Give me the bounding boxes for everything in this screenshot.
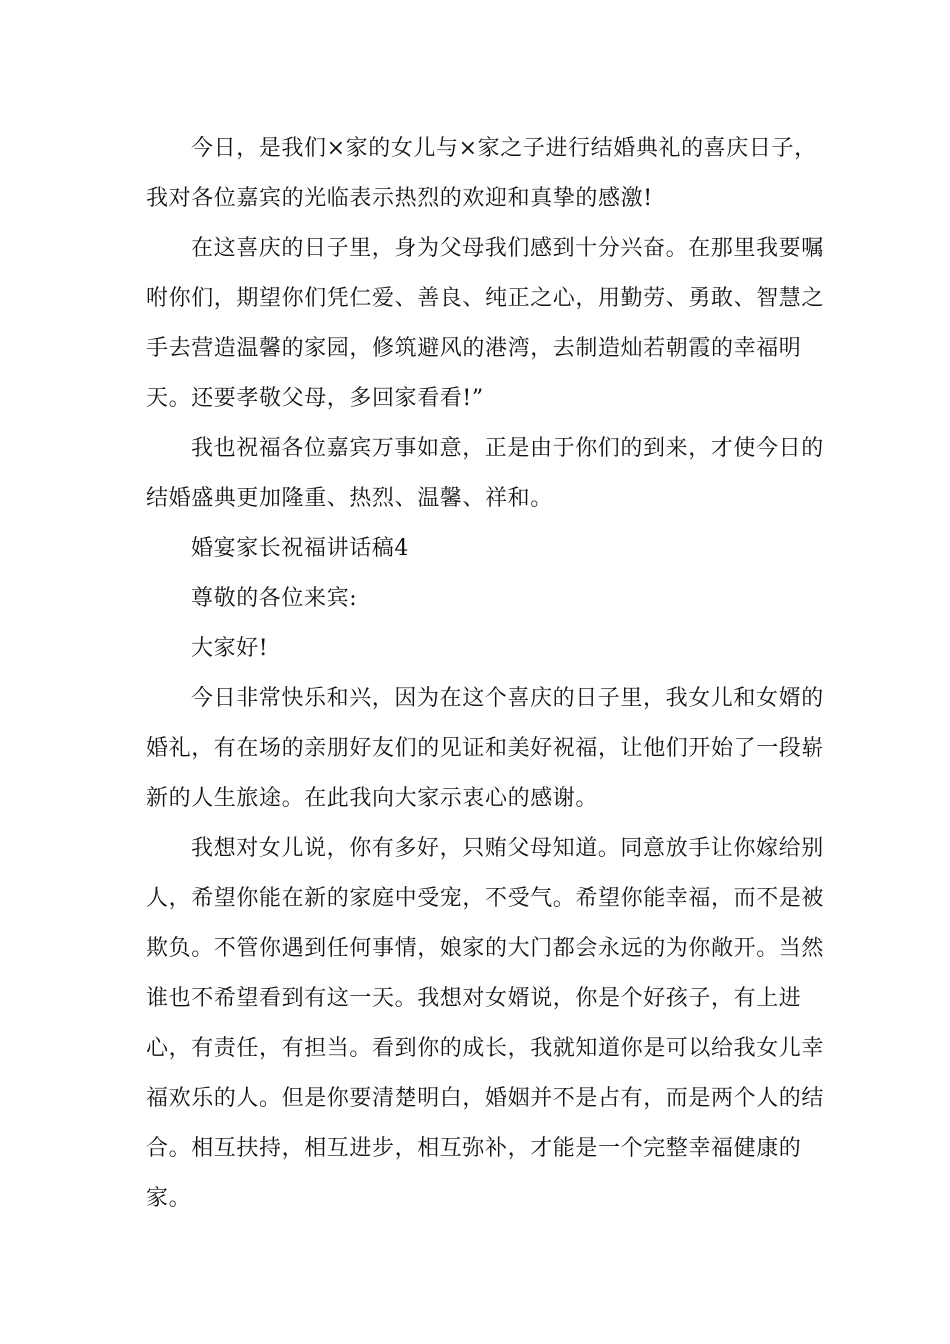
- greeting: 大家好!: [191, 636, 269, 661]
- paragraph-gratitude: 今日非常快乐和兴，因为在这个喜庆的日子里，我女儿和女婿的婚礼，有在场的亲朋好友们的见证和美好祝福，让他们开始了一段崭新的人生旅途。在此我向大家示衷心的感谢。: [146, 686, 825, 811]
- salutation: 尊敬的各位来宾:: [191, 586, 358, 611]
- document-body: [146, 124, 824, 1224]
- paragraph-welcome: 今日，是我们×家的女儿与×家之子进行结婚典礼的喜庆日子，我对各位嘉宾的光临表示热烈的欢迎和真挚的感激!: [146, 136, 817, 211]
- paragraph-wishes-to-guests: 我也祝福各位嘉宾万事如意，正是由于你们的到来，才使今日的结婚盛典更加隆重、热烈、温馨、祥和。: [146, 436, 824, 511]
- paragraph-blessing-to-couple: 在这喜庆的日子里，身为父母我们感到十分兴奋。在那里我要嘱咐你们，期望你们凭仁爱、善良、纯正之心，用勤劳、勇敢、智慧之手去营造温馨的家园，修筑避风的港湾，去制造灿若朝霞的幸福明天。还要孝敬父母，多回家看看!”: [146, 236, 825, 411]
- section-heading: 婚宴家长祝福讲话稿4: [191, 536, 409, 561]
- paragraph-words-to-daughter-and-son-in-law: 我想对女儿说，你有多好，只贿父母知道。同意放手让你嫁给别人，希望你能在新的家庭中受宠，不受气。希望你能幸福，而不是被欺负。不管你遇到任何事情，娘家的大门都会永远的为你敞开。当然谁也不希望看到有这一天。我想对女婿说，你是个好孩子，有上进心，有责任，有担当。看到你的成长，我就知道你是可以给我女儿幸福欢乐的人。但是你要清楚明白，婚姻并不是占有，而是两个人的结合。相互扶持，相互进步，相互弥补，才能是一个完整幸福健康的家。: [146, 836, 825, 1211]
